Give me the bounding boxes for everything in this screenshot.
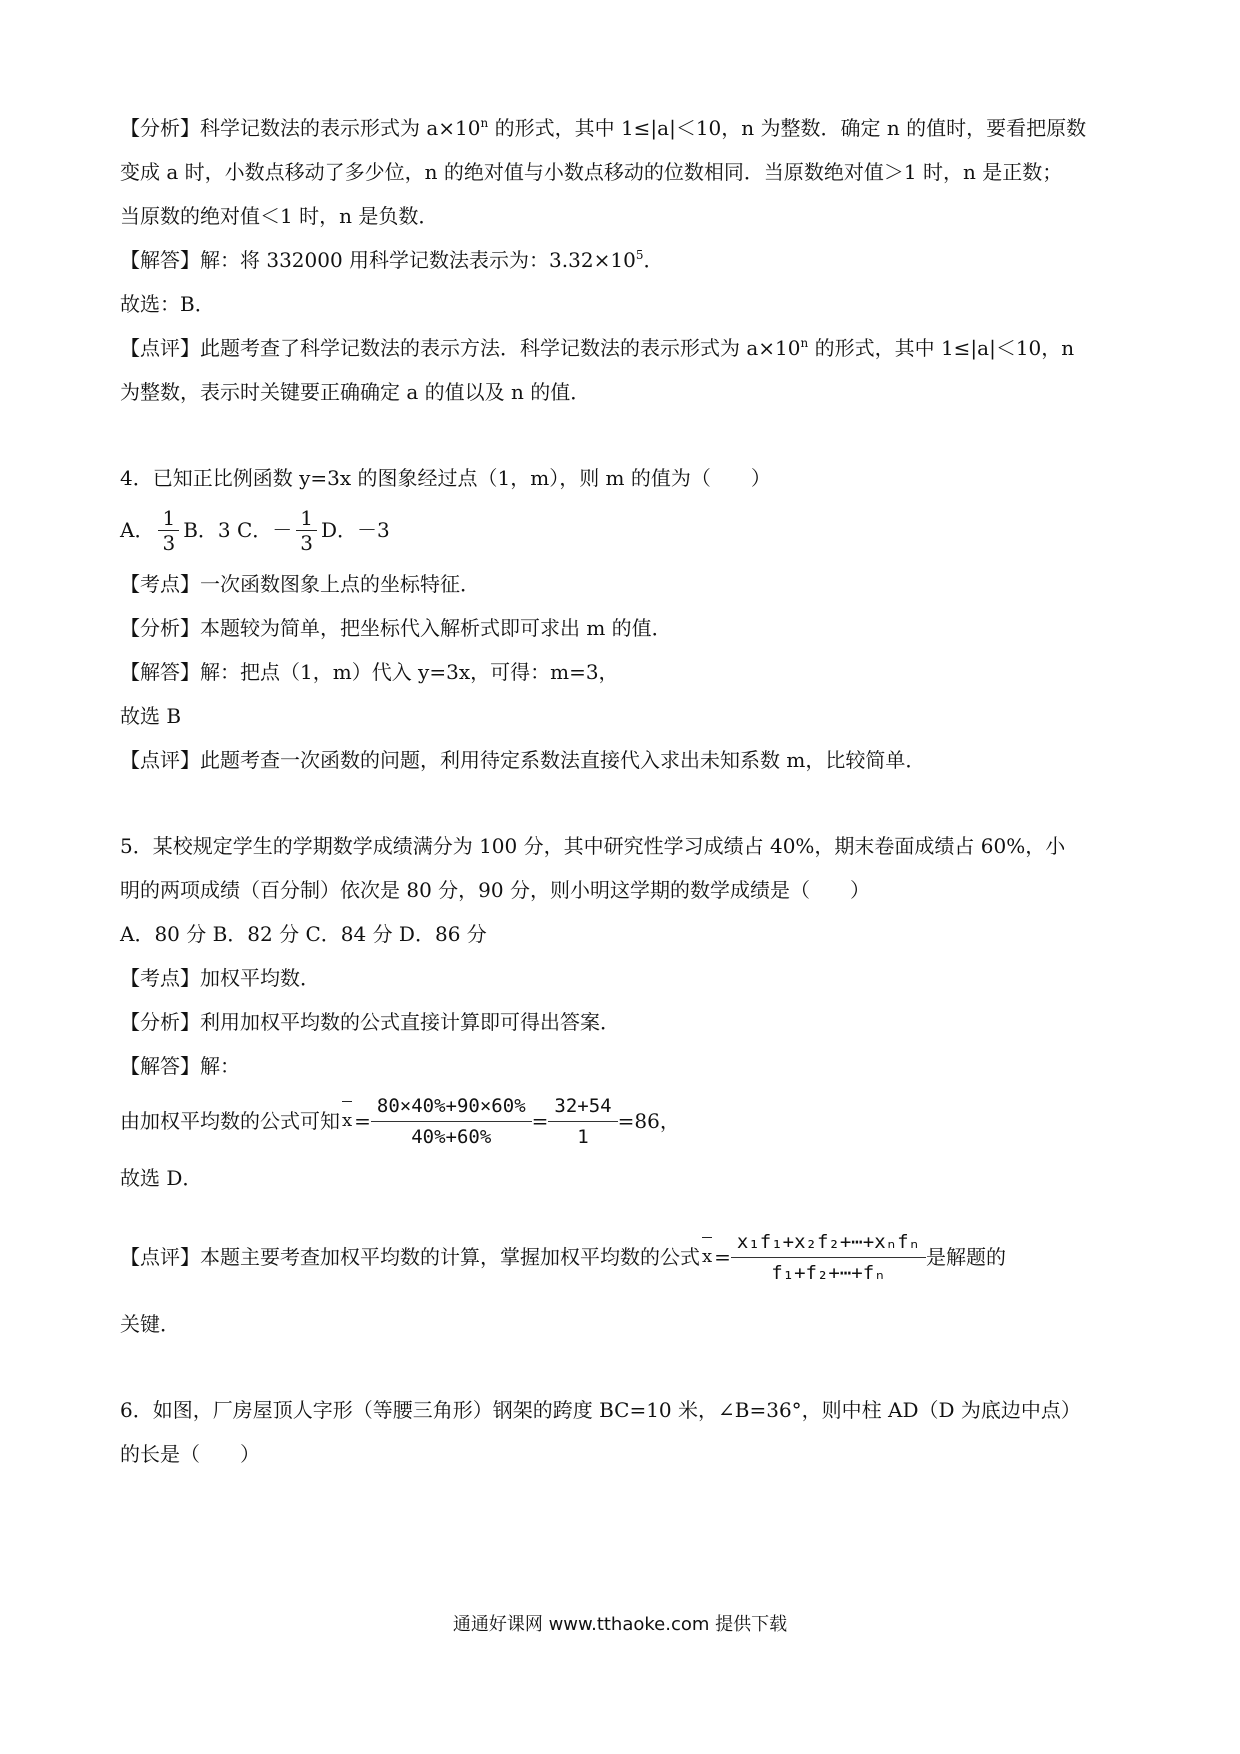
q4-topic: 【考点】一次函数图象上点的坐标特征．: [120, 572, 480, 596]
q3-answer: 【解答】解：将 332000 用科学记数法表示为：$3.32\times 10^5$．: [120, 248, 664, 272]
weighted-mean-formula: $\frac{\text{x₁f₁+x₂f₂+⋯+xₙfₙ}}{\text{f₁+f₂+⋯+fₙ}}$: [731, 1227, 926, 1288]
q5-stem-line1: 5．某校规定学生的学期数学成绩满分为 100 分，其中研究性学习成绩占 40%，期末卷面成绩占 60%，小: [120, 834, 1066, 858]
q5-comment-line1: 【点评】本题主要考查加权平均数的计算，掌握加权平均数的公式 x = $\frac{\text{x₁f₁+x₂f₂+⋯+xₙfₙ}}{\text{f₁+f₂+⋯+fₙ}}$ 是解题的: [120, 1222, 1006, 1292]
fraction-one-third: $\frac{1}{3}$: [158, 506, 179, 555]
q4-options: A． $\frac{1}{3}$ B．3 C．－ $\frac{1}{3}$ D．－3: [120, 505, 390, 555]
q3-choice: 故选：B．: [120, 292, 215, 316]
q4-stem: 4．已知正比例函数 y=3x 的图象经过点（1，m），则 m 的值为（ ）: [120, 466, 771, 490]
q5-calculation: 由加权平均数的公式可知 x = $\frac{80\times 40\%+90\times 60\%}{40\%+60\%}$ = $\frac{32+54}{1}$ =86，: [120, 1086, 680, 1156]
q3-comment-line1: 【点评】此题考查了科学记数法的表示方法．科学记数法的表示形式为 $a\times 10^n$ 的形式，其中 1≤|a|＜10，n: [120, 336, 1075, 360]
q5-choice: 故选 D．: [120, 1166, 203, 1190]
mean-symbol: x: [702, 1243, 712, 1271]
q3-analysis-line2: 变成 a 时，小数点移动了多少位，n 的绝对值与小数点移动的位数相同．当原数绝对值＞1 时，n 是正数；: [120, 160, 1063, 184]
q3-comment-line2: 为整数，表示时关键要正确确定 a 的值以及 n 的值．: [120, 380, 591, 404]
mean-symbol: x: [342, 1107, 352, 1135]
q5-topic: 【考点】加权平均数．: [120, 966, 320, 990]
footer-source: 通通好课网 www.tthaoke.com 提供下载: [452, 1614, 788, 1635]
q3-analysis-line1: 【分析】科学记数法的表示形式为 $a\times 10^n$ 的形式，其中 1≤|a|＜10，n 为整数．确定 n 的值时，要看把原数: [120, 116, 1087, 140]
q4-analysis: 【分析】本题较为简单，把坐标代入解析式即可求出 m 的值．: [120, 616, 672, 640]
q5-options: A．80 分 B．82 分 C．84 分 D．86 分: [120, 922, 487, 946]
q5-stem-line2: 明的两项成绩（百分制）依次是 80 分，90 分，则小明这学期的数学成绩是（ ）: [120, 878, 870, 902]
q6-stem-line1: 6．如图，厂房屋顶人字形（等腰三角形）钢架的跨度 BC=10 米，∠B=36°，则中柱 AD（D 为底边中点）: [120, 1398, 1081, 1422]
q5-comment-line2: 关键．: [120, 1312, 180, 1336]
weighted-mean-fraction: $\frac{80\times 40\%+90\times 60\%}{40\%+60\%}$: [371, 1091, 532, 1152]
q6-stem-line2: 的长是（ ）: [120, 1442, 260, 1466]
q4-comment: 【点评】此题考查一次函数的问题，利用待定系数法直接代入求出未知系数 m，比较简单．: [120, 748, 926, 772]
fraction-negative-one-third: $\frac{1}{3}$: [296, 506, 317, 555]
q4-choice: 故选 B: [120, 704, 182, 728]
q5-answer: 【解答】解：: [120, 1054, 240, 1078]
simplified-fraction: $\frac{32+54}{1}$: [548, 1091, 617, 1152]
q5-analysis: 【分析】利用加权平均数的公式直接计算即可得出答案．: [120, 1010, 620, 1034]
q3-analysis-line3: 当原数的绝对值＜1 时，n 是负数．: [120, 204, 439, 228]
q4-answer: 【解答】解：把点（1，m）代入 y=3x，可得：m=3，: [120, 660, 619, 684]
